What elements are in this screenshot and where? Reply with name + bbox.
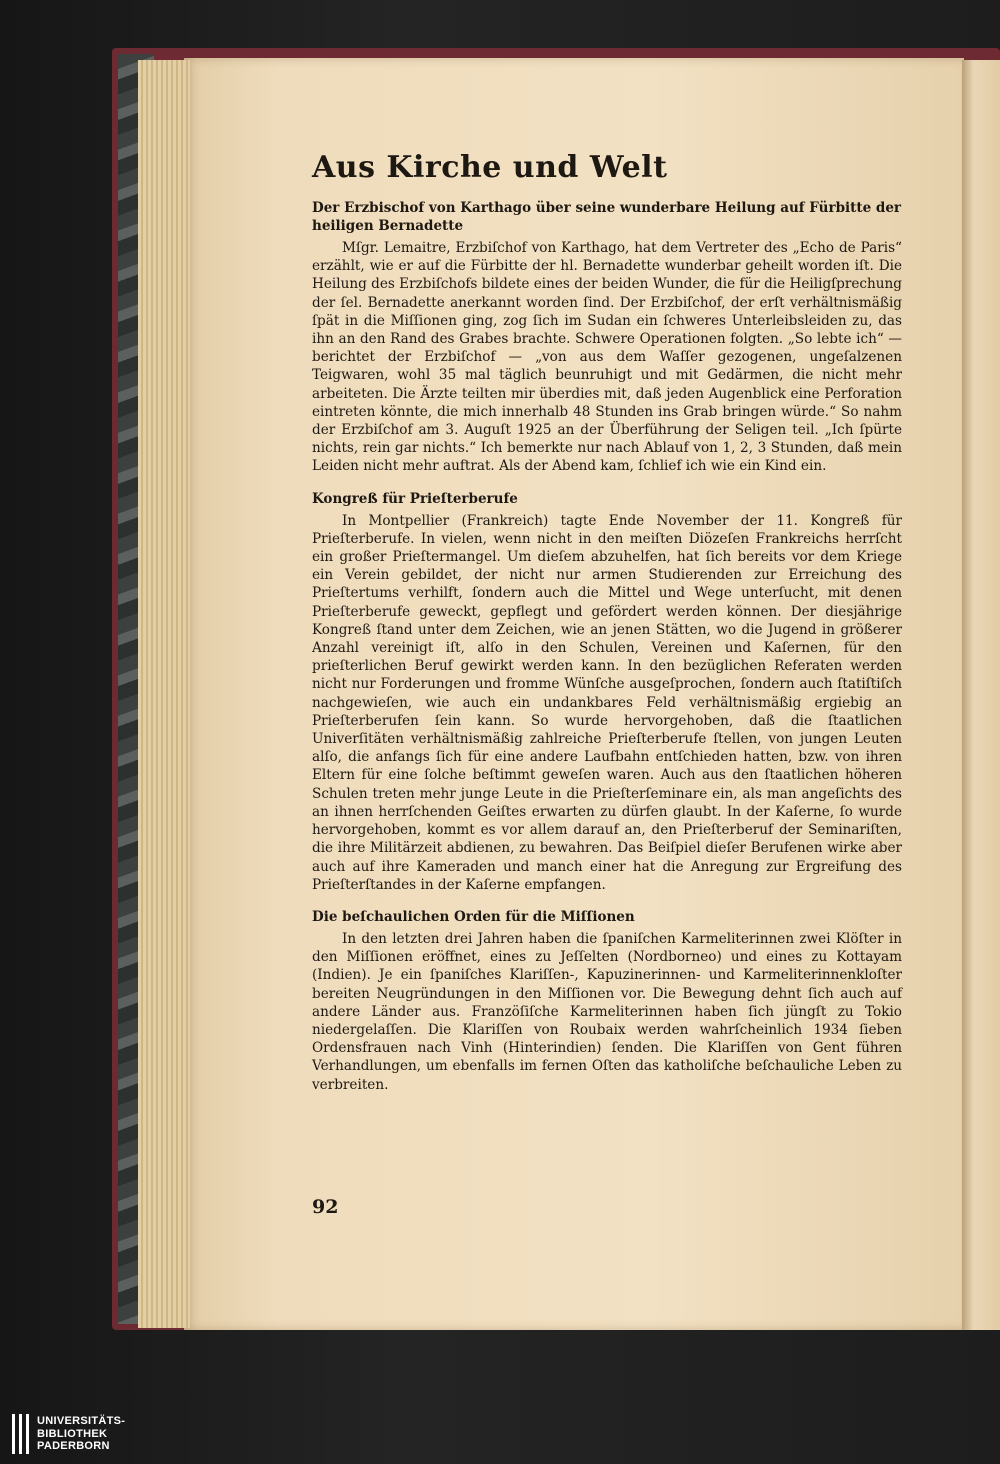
logo-line: PADERBORN xyxy=(37,1440,110,1453)
section-body: Mſgr. Lemaitre, Erzbiſchof von Karthago, hat dem Vertreter des „Echo de Paris“ erzählt, wie er auf die Fürbitte der hl. Bernadette wunderbar geheilt worden iſt. Die Heilung des Erzbiſchofs bildete eines der beiden Wunder, die für die Heiligſprechung der ſel. Bernadette anerkannt worden ſind. Der Erzbiſchof, der erſt verhältnismäßig ſpät in die Miſſionen ging, zog ſich im Sudan ein ſchweres Unterleibsleiden zu, das ihn an den Rand des Grabes brachte. Schwere Operationen folgten. „So lebte ich“ — berichtet der Erzbiſchof — „von aus dem Waſſer gezogenen, ungeſalzenen Teigwaren, wohl 35 mal täglich beunruhigt und mit Gedärmen, die nicht mehr arbeiteten. Die Ärzte teilten mir überdies mit, daß jeden Augenblick eine Perforation eintreten könnte, die mich innerhalb 48 Stunden ins Grab bringen würde.“ So nahm der Erzbiſchof am 3. Auguſt 1925 an der Überführung der Seligen teil. „Ich ſpürte nichts, rein gar nichts.“ Ich bemerkte nur nach Ablauf von 1, 2, 3 Stunden, daß mein Leiden nicht mehr auftrat. Als der Abend kam, ſchlief ich wie ein Kind ein. xyxy=(312,240,902,475)
logo-bars-icon xyxy=(12,1414,29,1454)
library-logo xyxy=(12,1414,125,1454)
page-content xyxy=(312,150,902,1108)
section-body: In den letzten drei Jahren haben die ſpaniſchen Karmeliterinnen zwei Klöſter in den Miſſionen eröffnet, eines zu Jeſſelten (Nordborneo) und eines zu Kottayam (Indien). Je ein ſpaniſches Klariſſen-, Kapuzinerinnen- und Karmeliterinnenkloſter bereiten Neugründungen in den Miſſionen vor. Die Bewegung dehnt ſich auch auf andere Länder aus. Franzöſiſche Karmeliterinnen haben ſich jüngſt zu Tokio niedergelaſſen. Die Klariſſen von Roubaix werden wahrſcheinlich 1934 ſieben Ordensfrauen nach Vinh (Hinterindien) ſenden. Die Klariſſen von Gent führen Verhandlungen, um ebenfalls im fernen Oſten das katholiſche beſchauliche Leben zu verbreiten. xyxy=(312,930,902,1093)
page-title: Aus Kirche und Welt xyxy=(312,150,668,185)
section-heading: Der Erzbischof von Karthago über seine wunderbare Heilung auf Fürbitte der heiligen Bernadette xyxy=(312,200,902,234)
facing-page-edge xyxy=(962,60,1000,1330)
page-edges xyxy=(138,60,190,1328)
page-number: 92 xyxy=(312,1196,339,1218)
library-logo-text xyxy=(37,1415,125,1453)
logo-line: UNIVERSITÄTS- xyxy=(37,1415,126,1428)
section-heading: Kongreß für Prieſterberufe xyxy=(312,490,518,507)
logo-line: BIBLIOTHEK xyxy=(37,1427,108,1440)
section-heading: Die beſchaulichen Orden für die Miſſionen xyxy=(312,908,635,925)
section-body: In Montpellier (Frankreich) tagte Ende November der 11. Kongreß für Prieſterberufe. In vielen, wenn nicht in den meiſten Diözeſen Frankreichs herrſcht ein großer Prieſtermangel. Um dieſem abzuhelfen, hat ſich bereits vor dem Kriege ein Verein gebildet, der nicht nur armen Studierenden zur Erreichung des Prieſtertums verhilft, ſondern auch die Mittel und Wege unterſucht, mit denen Prieſterberufe geweckt, gepflegt und gefördert werden können. Der diesjährige Kongreß ſtand unter dem Zeichen, wie an jenen Stätten, wo die Jugend in größerer Anzahl vereinigt iſt, alſo in den Schulen, Vereinen und Kaſernen, für den prieſterlichen Beruf gewirkt werden kann. In den bezüglichen Referaten werden nicht nur Forderungen und fromme Wünſche ausgeſprochen, ſondern auch ſtatiſtiſch nachgewieſen, wie auch ein undankbares Feld verhältnismäßig ergiebig an Prieſterberufen ſein kann. So wurde hervorgehoben, daß die ſtaatlichen Univerſitäten verhältnismäßig zahlreiche Prieſterberufe ſtellen, von jungen Leuten alſo, die anfangs ſich für eine andere Laufbahn entſchieden hatten, bzw. von ihren Eltern für eine ſolche beſtimmt geweſen waren. Auch aus den ſtaatlichen höheren Schulen treten mehr junge Leute in die Prieſterſeminare ein, als man angeſichts des an ihnen herrſchenden Geiſtes erwarten zu dürfen glaubt. In der Kaſerne, ſo wurde hervorgehoben, kommt es vor allem darauf an, den Prieſterberuf der Seminariſten, die ihre Militärzeit abdienen, zu bewahren. Das Beiſpiel dieſer Berufenen wirke aber auch auf ihre Kameraden und manch einer hat die Anregung zur Ergreifung des Prieſterſtandes in der Kaſerne empfangen. xyxy=(312,512,902,893)
